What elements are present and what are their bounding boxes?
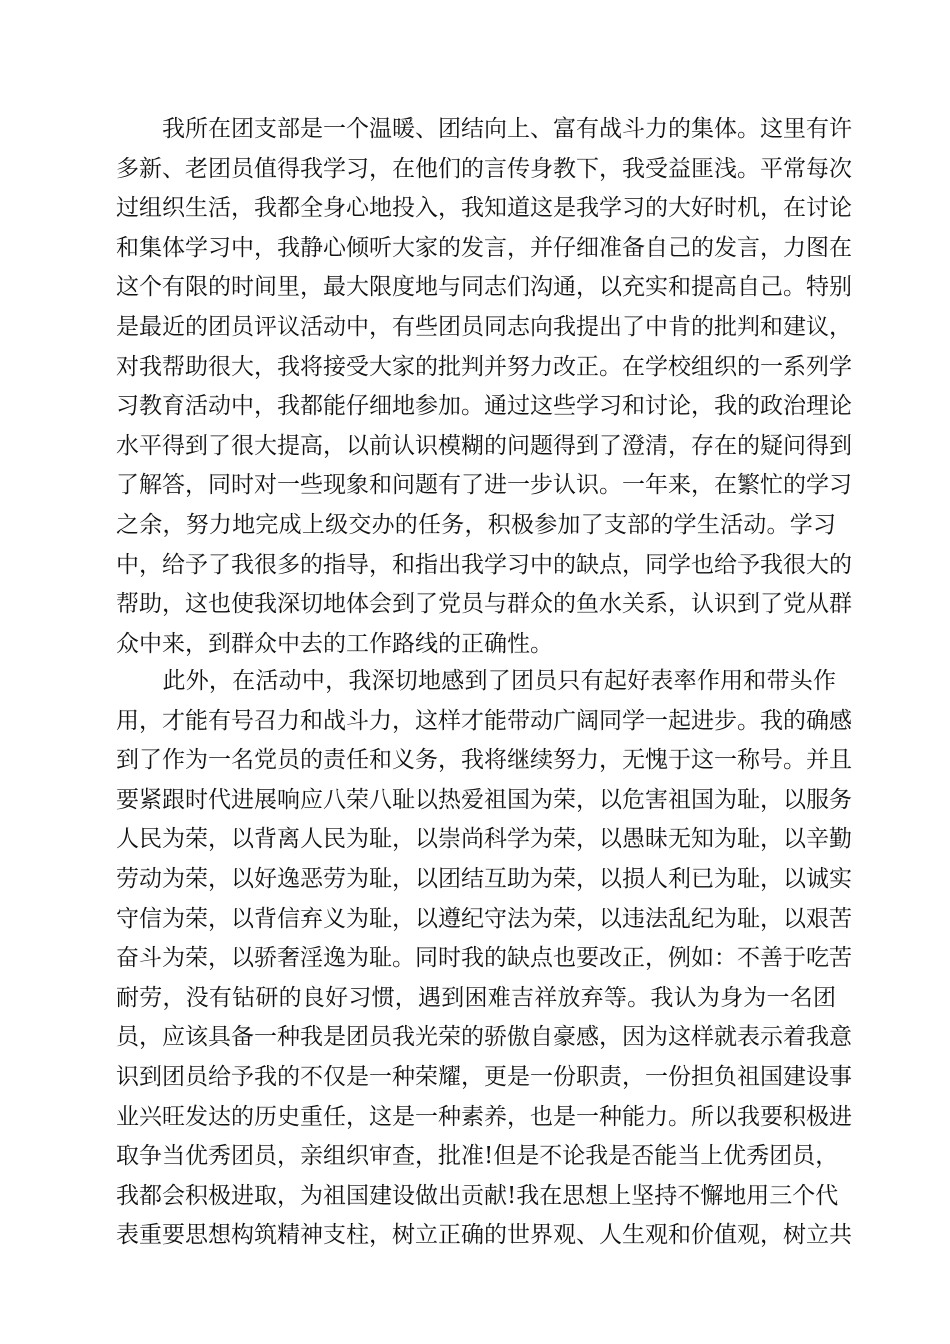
paragraph-line: 我所在团支部是一个温暖、团结向上、富有战斗力的集体。这里有许 bbox=[116, 116, 852, 142]
paragraph-line: 习教育活动中，我都能仔细地参加。通过这些学习和讨论，我的政治理论 bbox=[116, 393, 852, 420]
paragraph-line: 是最近的团员评议活动中，有些团员同志向我提出了中肯的批判和建议， bbox=[116, 313, 852, 340]
paragraph-1 bbox=[116, 110, 852, 664]
paragraph-line: 人民为荣，以背离人民为耻，以崇尚科学为荣，以愚昧无知为耻，以辛勤 bbox=[116, 826, 852, 853]
paragraph-2 bbox=[116, 662, 852, 1256]
paragraph-line: 过组织生活，我都全身心地投入，我知道这是我学习的大好时机，在讨论 bbox=[116, 195, 852, 222]
paragraph-line: 员，应该具备一种我是团员我光荣的骄傲自豪感，因为这样就表示着我意 bbox=[116, 1024, 852, 1051]
paragraph-line: 用，才能有号召力和战斗力，这样才能带动广阔同学一起进步。我的确感 bbox=[116, 707, 852, 734]
paragraph-line: 到了作为一名党员的责任和义务，我将继续努力，无愧于这一称号。并且 bbox=[116, 747, 852, 774]
paragraph-line: 业兴旺发达的历史重任，这是一种素养，也是一种能力。所以我要积极进 bbox=[116, 1103, 852, 1130]
paragraph-line: 我都会积极进取，为祖国建设做出贡献!我在思想上坚持不懈地用三个代 bbox=[116, 1182, 839, 1209]
paragraph-line: 帮助，这也使我深切地体会到了党员与群众的鱼水关系，认识到了党从群 bbox=[116, 591, 852, 618]
paragraph-line: 和集体学习中，我静心倾听大家的发言，并仔细准备自己的发言，力图在 bbox=[116, 234, 852, 261]
paragraph-line: 中，给予了我很多的指导，和指出我学习中的缺点，同学也给予我很大的 bbox=[116, 551, 852, 578]
paragraph-line: 守信为荣，以背信弃义为耻，以遵纪守法为荣，以违法乱纪为耻，以艰苦 bbox=[116, 905, 852, 932]
paragraph-line: 这个有限的时间里，最大限度地与同志们沟通，以充实和提高自己。特别 bbox=[116, 274, 852, 301]
paragraph-line: 取争当优秀团员，亲组织审查，批准!但是不论我是否能当上优秀团员， bbox=[116, 1143, 839, 1170]
paragraph-line: 之余，努力地完成上级交办的任务，积极参加了支部的学生活动。学习 bbox=[116, 511, 836, 538]
paragraph-line: 众中来，到群众中去的工作路线的正确性。 bbox=[116, 630, 553, 657]
paragraph-line: 水平得到了很大提高，以前认识模糊的问题得到了澄清，存在的疑问得到 bbox=[116, 432, 852, 459]
paragraph-line: 识到团员给予我的不仅是一种荣耀，更是一份职责，一份担负祖国建设事 bbox=[116, 1063, 852, 1090]
paragraph-line: 奋斗为荣，以骄奢淫逸为耻。同时我的缺点也要改正，例如：不善于吃苦 bbox=[116, 945, 852, 972]
paragraph-line: 要紧跟时代进展响应八荣八耻以热爱祖国为荣，以危害祖国为耻，以服务 bbox=[116, 786, 852, 813]
paragraph-line: 劳动为荣，以好逸恶劳为耻，以团结互助为荣，以损人利已为耻，以诚实 bbox=[116, 865, 852, 892]
paragraph-line: 表重要思想构筑精神支柱，树立正确的世界观、人生观和价值观，树立共 bbox=[116, 1222, 852, 1249]
paragraph-line: 耐劳，没有钻研的良好习惯，遇到困难吉祥放弃等。我认为身为一名团 bbox=[116, 984, 836, 1011]
paragraph-line: 对我帮助很大，我将接受大家的批判并努力改正。在学校组织的一系列学 bbox=[116, 353, 852, 380]
paragraph-line: 此外，在活动中，我深切地感到了团员只有起好表率作用和带头作 bbox=[116, 668, 836, 694]
paragraph-line: 了解答，同时对一些现象和问题有了进一步认识。一年来，在繁忙的学习 bbox=[116, 472, 852, 499]
paragraph-line: 多新、老团员值得我学习，在他们的言传身教下，我受益匪浅。平常每次 bbox=[116, 155, 852, 182]
